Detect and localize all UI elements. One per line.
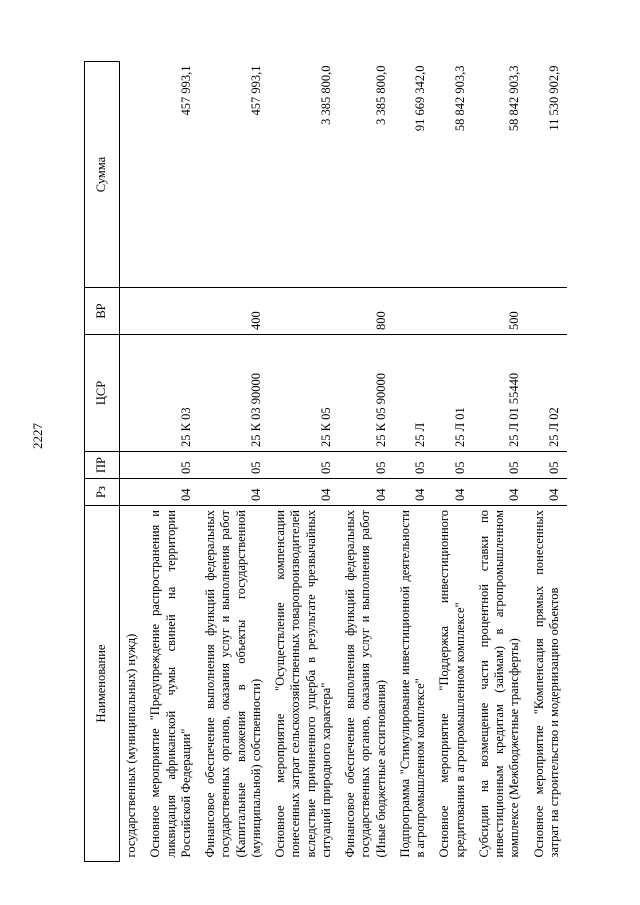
cell-csr: 25 Л 01 <box>433 335 473 452</box>
cell-sum <box>120 62 145 288</box>
table-row <box>120 62 145 862</box>
cell-rz: 04 <box>199 479 269 506</box>
table-row <box>433 62 473 862</box>
cell-sum: 11 530 902,9 <box>528 62 568 288</box>
cell-pr: 05 <box>339 452 394 479</box>
table-row <box>339 62 394 862</box>
cell-pr: 05 <box>394 452 434 479</box>
cell-vr: 500 <box>473 288 528 335</box>
rotated-page <box>84 62 600 862</box>
header-csr: ЦСР <box>85 335 120 452</box>
table-row <box>199 62 269 862</box>
cell-vr <box>269 288 339 335</box>
cell-csr: 25 Л <box>394 335 434 452</box>
cell-pr <box>120 452 145 479</box>
cell-rz: 04 <box>144 479 199 506</box>
cell-name: Основное мероприятие "Осуществление компенсации понесенных затрат сельскохозяйственных товаропроизводителей вследствие причиненного ущерба в результате чрезвычайных ситуаций природного характера" <box>273 510 333 858</box>
cell-vr <box>433 288 473 335</box>
table-row <box>269 62 339 862</box>
cell-rz: 04 <box>473 479 528 506</box>
cell-name: Подпрограмма "Стимулирование инвестиционной деятельности в агропромышленном комплексе" <box>397 510 427 858</box>
cell-vr <box>120 288 145 335</box>
cell-name: Финансовое обеспечение выполнения функций федеральных государственных органов, оказания услуг и выполнения работ (Капитальные вложения в объекты государственной (муниципальной) собственности) <box>203 510 263 858</box>
header-name: Наименование <box>85 506 120 862</box>
table-row <box>394 62 434 862</box>
cell-name: Финансовое обеспечение выполнения функций федеральных государственных органов, оказания услуг и выполнения работ (Иные бюджетные ассигнования) <box>343 510 388 858</box>
cell-csr: 25 К 03 <box>144 335 199 452</box>
cell-pr: 05 <box>199 452 269 479</box>
cell-name: Субсидии на возмещение части процентной ставки по инвестиционным кредитам (займам) в агропромышленном комплексе (Межбюджетные трансферты) <box>476 510 522 858</box>
cell-vr: 800 <box>339 288 394 335</box>
table-row <box>144 62 199 862</box>
cell-pr: 05 <box>269 452 339 479</box>
header-pr: ПР <box>85 452 120 479</box>
cell-sum: 457 993,1 <box>144 62 199 288</box>
cell-csr: 25 К 05 90000 <box>339 335 394 452</box>
cell-name: государственных (муниципальных) нужд) <box>124 633 138 858</box>
cell-csr: 25 Л 01 55440 <box>473 335 528 452</box>
cell-csr: 25 К 03 90000 <box>199 335 269 452</box>
header-sum: Сумма <box>85 62 120 288</box>
cell-sum: 3 385 800,0 <box>269 62 339 288</box>
cell-name: Основное мероприятие "Компенсация прямых понесенных затрат на строительство и модернизацию объектов <box>531 510 561 858</box>
cell-rz: 04 <box>433 479 473 506</box>
cell-name: Основное мероприятие "Поддержка инвестиционного кредитования в агропромышленном комплексе" <box>437 510 467 858</box>
cell-rz <box>120 479 145 506</box>
cell-csr: 25 Л 02 <box>528 335 568 452</box>
cell-vr <box>394 288 434 335</box>
cell-rz: 04 <box>528 479 568 506</box>
header-vr: ВР <box>85 288 120 335</box>
cell-csr: 25 К 05 <box>269 335 339 452</box>
cell-vr <box>528 288 568 335</box>
table-header-row <box>85 62 120 862</box>
cell-sum: 91 669 342,0 <box>394 62 434 288</box>
cell-vr <box>144 288 199 335</box>
cell-sum: 3 385 800,0 <box>339 62 394 288</box>
cell-sum: 58 842 903,3 <box>473 62 528 288</box>
budget-table <box>84 61 567 862</box>
cell-vr: 400 <box>199 288 269 335</box>
header-rz: Рз <box>85 479 120 506</box>
table-row <box>528 62 568 862</box>
cell-rz: 04 <box>394 479 434 506</box>
cell-csr <box>120 335 145 452</box>
cell-rz: 04 <box>339 479 394 506</box>
cell-name: Основное мероприятие "Предупреждение распространения и ликвидация африканской чумы свиней на территории Российской Федерации" <box>148 510 193 858</box>
page-number: 2227 <box>30 423 45 449</box>
cell-sum: 457 993,1 <box>199 62 269 288</box>
table-row <box>473 62 528 862</box>
cell-pr: 05 <box>144 452 199 479</box>
cell-pr: 05 <box>433 452 473 479</box>
cell-pr: 05 <box>473 452 528 479</box>
cell-sum: 58 842 903,3 <box>433 62 473 288</box>
cell-pr: 05 <box>528 452 568 479</box>
cell-rz: 04 <box>269 479 339 506</box>
